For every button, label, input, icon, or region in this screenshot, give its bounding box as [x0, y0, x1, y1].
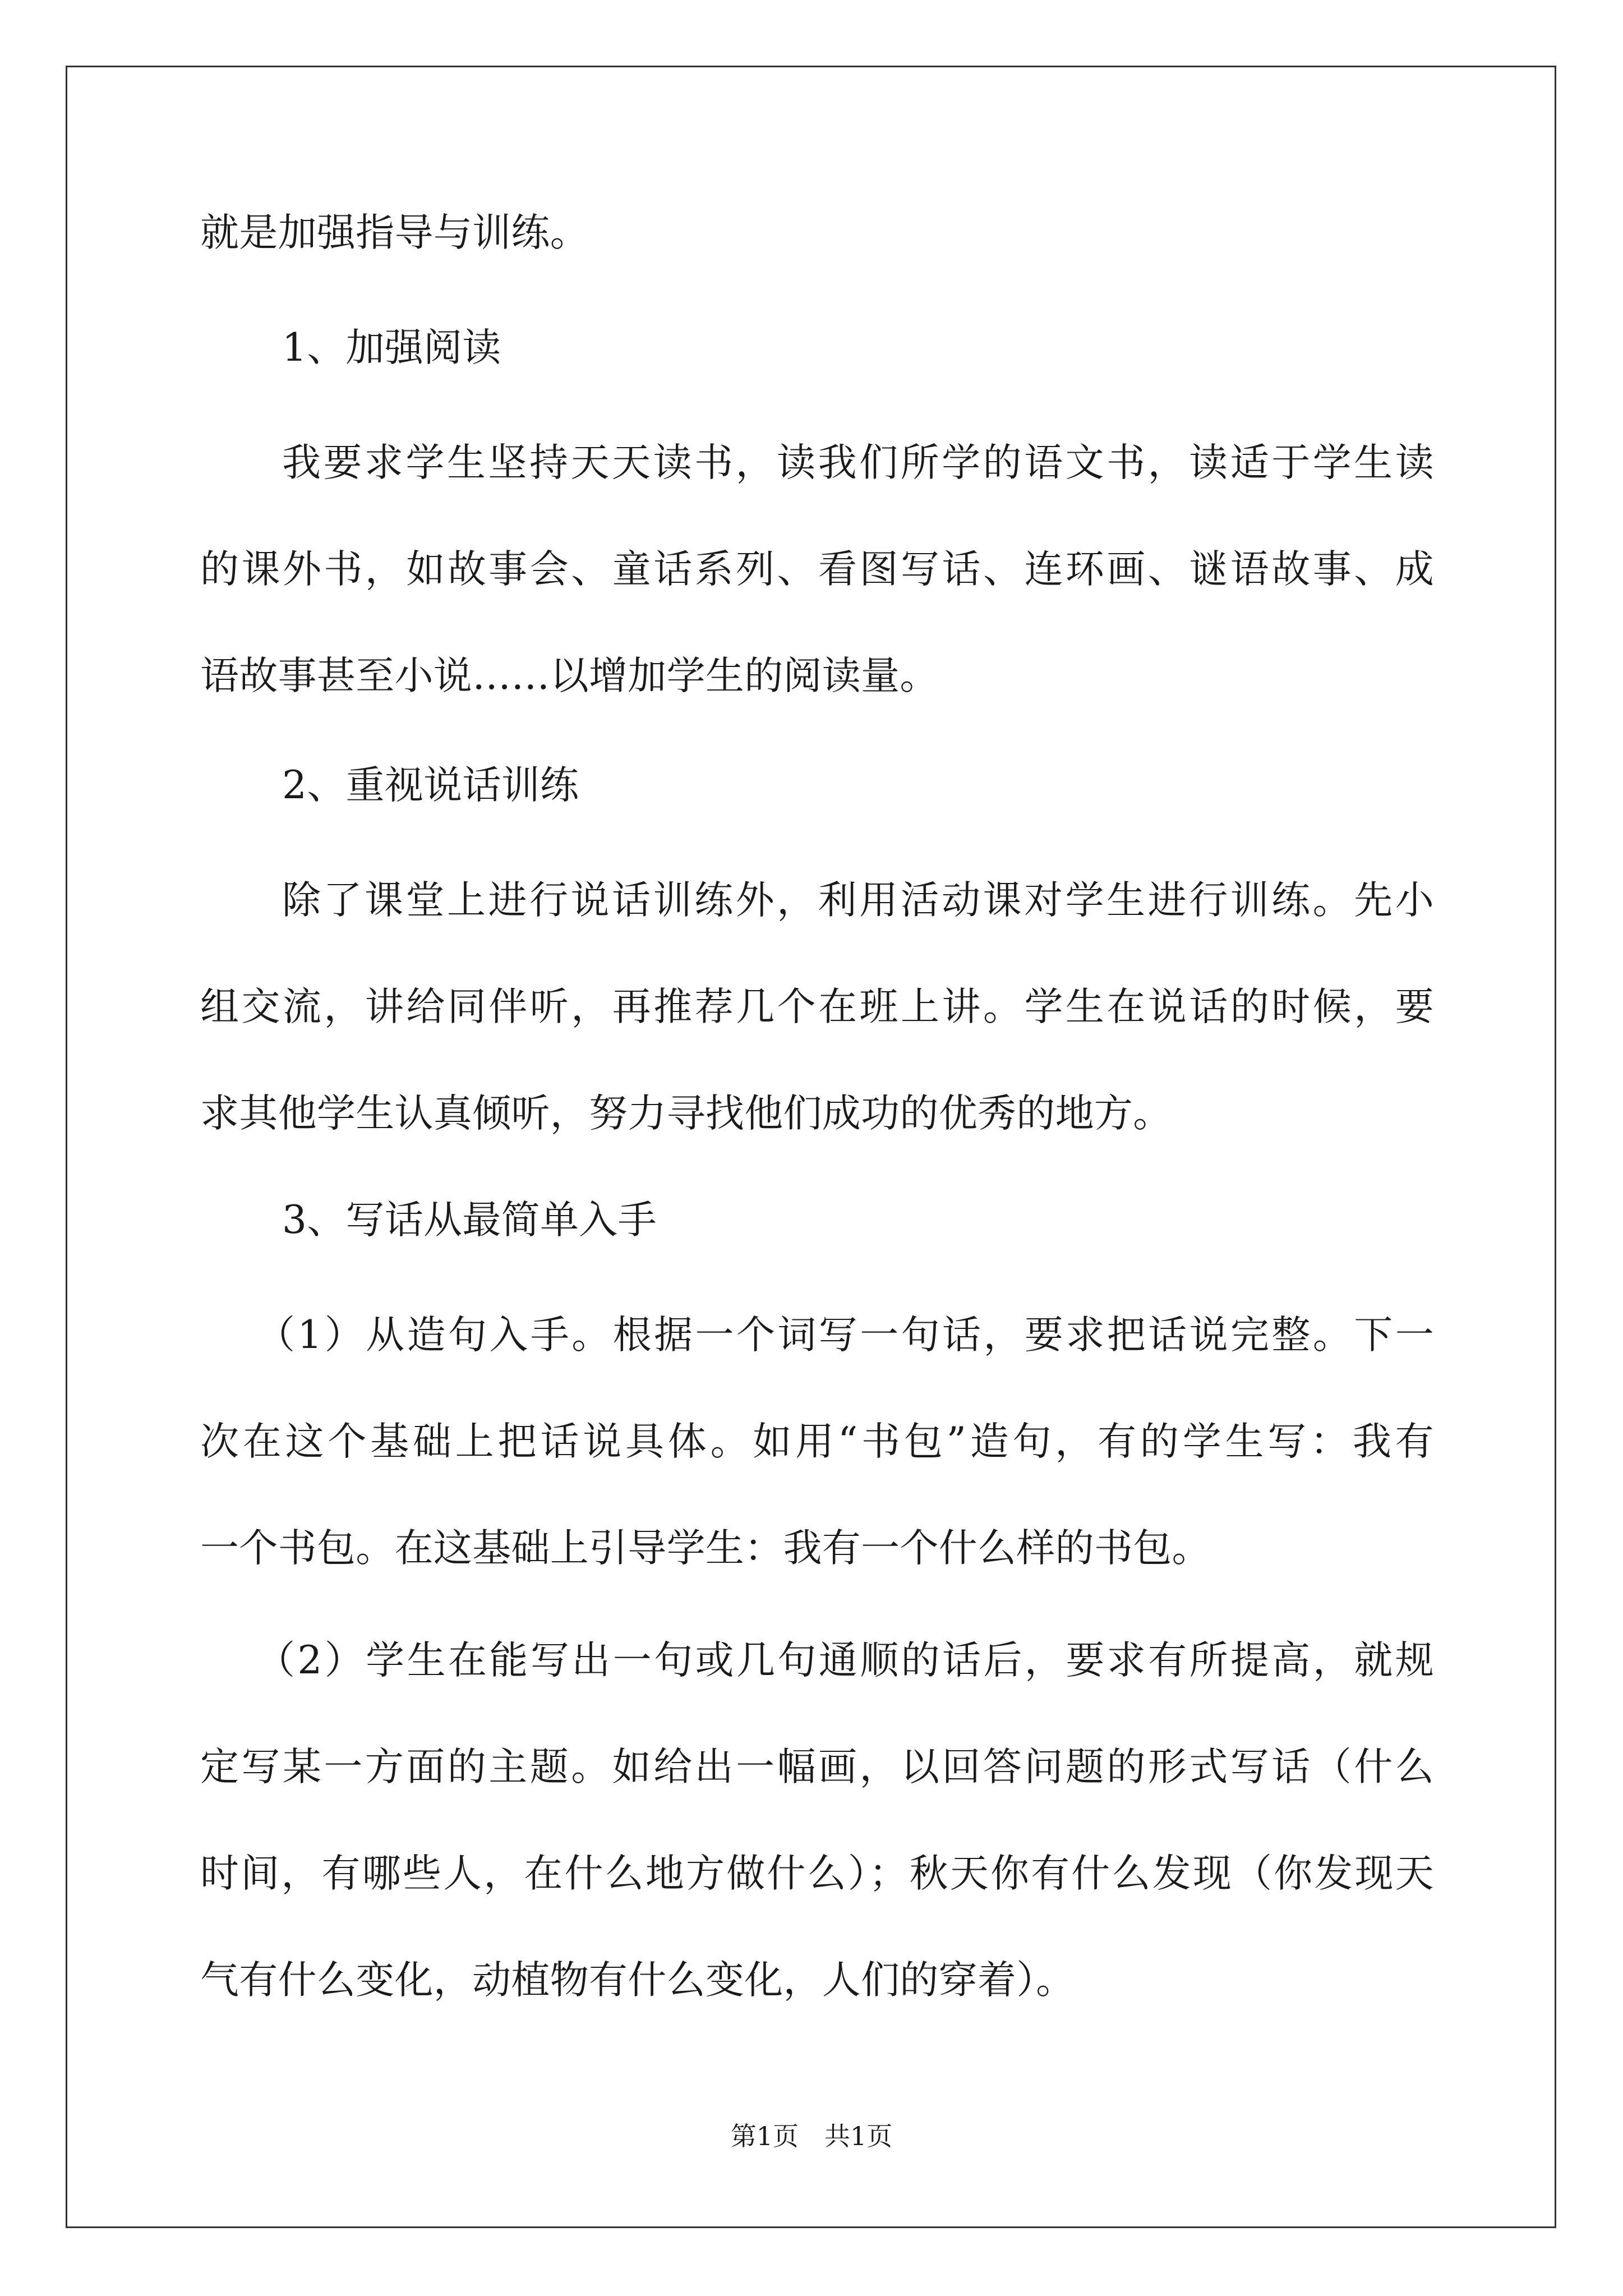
- page-border: [66, 66, 1556, 2228]
- text-line: 我要求学生坚持天天读书，读我们所学的语文书，读适于学生读: [282, 440, 1434, 485]
- text-line: 就是加强指导与训练。: [200, 210, 589, 255]
- section-heading: 2、重视说话训练: [282, 763, 579, 808]
- text-line: 除了课堂上进行说话训练外，利用活动课对学生进行训练。先小: [282, 878, 1434, 923]
- text-line: 语故事甚至小说……以增加学生的阅读量。: [200, 654, 939, 698]
- section-heading: 1、加强阅读: [282, 325, 501, 370]
- text-line: 求其他学生认真倾听，努力寻找他们成功的优秀的地方。: [200, 1091, 1172, 1136]
- text-line: 次在这个基础上把话说具体。如用“书包”造句，有的学生写：我有: [200, 1419, 1434, 1464]
- text-line: 气有什么变化，动植物有什么变化，人们的穿着）。: [200, 1958, 1075, 2003]
- text-line: （1）从造句入手。根据一个词写一句话，要求把话说完整。下一: [256, 1313, 1434, 1358]
- text-line: 组交流，讲给同伴听，再推荐几个在班上讲。学生在说话的时候，要: [200, 984, 1434, 1029]
- text-line: 的课外书，如故事会、童话系列、看图写话、连环画、谜语故事、成: [200, 547, 1434, 592]
- text-line: 定写某一方面的主题。如给出一幅画，以回答问题的形式写话（什么: [200, 1745, 1434, 1789]
- text-line: 一个书包。在这基础上引导学生：我有一个什么样的书包。: [200, 1526, 1211, 1571]
- text-line: （2）学生在能写出一句或几句通顺的话后，要求有所提高，就规: [256, 1638, 1434, 1683]
- text-line: 时间，有哪些人，在什么地方做什么）；秋天你有什么发现（你发现天: [200, 1851, 1434, 1896]
- page-number-footer: 第1页 共1页: [730, 2121, 893, 2151]
- section-heading: 3、写话从最简单入手: [282, 1198, 657, 1243]
